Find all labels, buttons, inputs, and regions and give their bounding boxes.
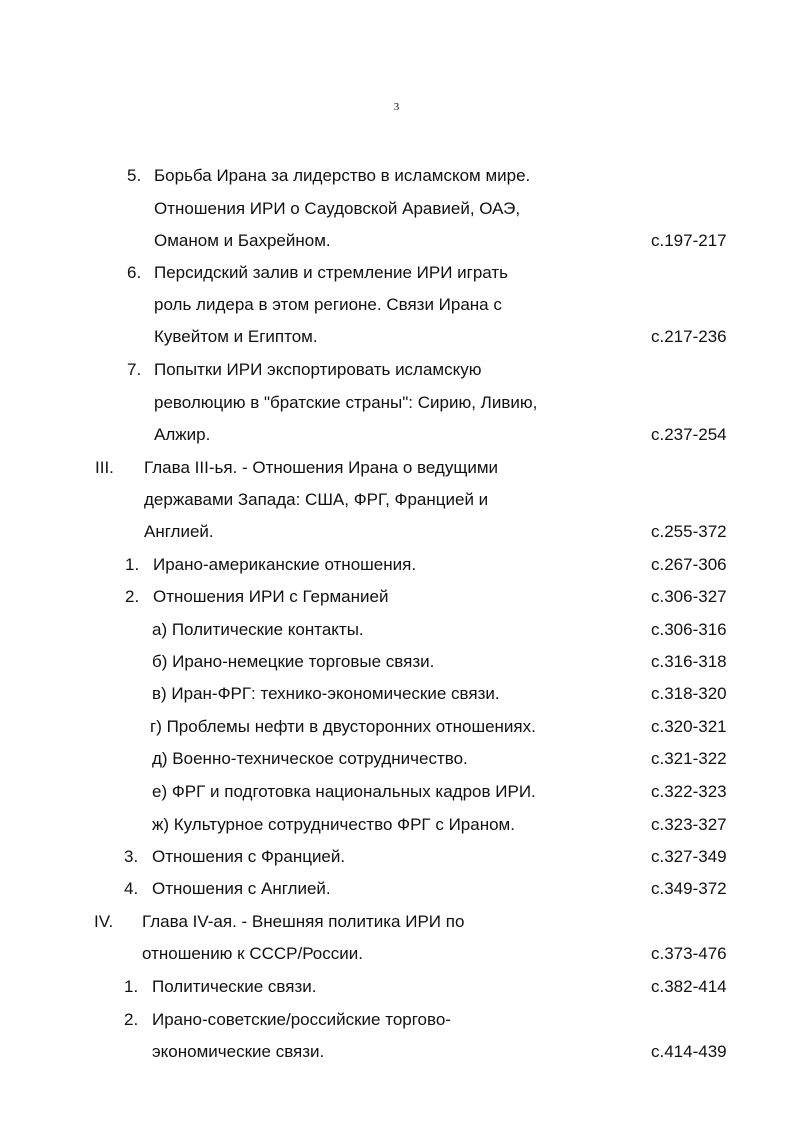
entry-7-line-2: революцию в "братские страны": Сирию, Ливию,	[154, 393, 538, 412]
entry-6-pages: с.217-236	[651, 327, 727, 346]
subitem-v-title: в) Иран-ФРГ: технико-экономические связи.	[152, 684, 500, 703]
chapter-3-item-4-pages: с.349-372	[651, 879, 727, 898]
entry-7-line-3: Алжир.	[154, 425, 211, 444]
chapter-3-pages: с.255-372	[651, 522, 727, 541]
entry-5-line-2: Отношения ИРИ о Саудовской Аравией, ОАЭ,	[154, 199, 521, 218]
entry-5-line-1: Борьба Ирана за лидерство в исламском мире.	[154, 166, 531, 185]
subitem-b-pages: с.316-318	[651, 652, 727, 671]
chapter-4-item-2-line-2: экономические связи.	[152, 1042, 325, 1061]
entry-5-pages: с.197-217	[651, 231, 727, 250]
entry-5-number: 5.	[127, 166, 142, 185]
entry-6-number: 6.	[127, 263, 142, 282]
chapter-4-item-2-pages: с.414-439	[651, 1042, 727, 1061]
chapter-4-number: IV.	[94, 912, 114, 931]
chapter-4-item-1-number: 1.	[124, 977, 139, 996]
chapter-3-item-3-title: Отношения с Францией.	[152, 847, 346, 866]
chapter-4-item-2-number: 2.	[124, 1010, 139, 1029]
chapter-4-item-2-line-1: Ирано-советские/российские торгово-	[152, 1010, 451, 1029]
chapter-4-item-1-title: Политические связи.	[152, 977, 317, 996]
page-number: 3	[393, 101, 400, 113]
chapter-3-item-1-number: 1.	[125, 555, 140, 574]
chapter-3-item-2-number: 2.	[125, 587, 140, 606]
chapter-3-line-1: Глава III-ья. - Отношения Ирана о ведущими	[144, 458, 499, 477]
chapter-3-item-2-pages: с.306-327	[651, 587, 727, 606]
subitem-v-pages: с.318-320	[651, 684, 727, 703]
chapter-3-line-2: державами Запада: США, ФРГ, Францией и	[144, 490, 489, 509]
chapter-3-item-1-pages: с.267-306	[651, 555, 727, 574]
subitem-b-title: б) Ирано-немецкие торговые связи.	[152, 652, 435, 671]
chapter-3-item-3-number: 3.	[124, 847, 139, 866]
chapter-3-item-2-title: Отношения ИРИ с Германией	[153, 587, 389, 606]
subitem-zh-title: ж) Культурное сотрудничество ФРГ с Ираном.	[152, 815, 515, 834]
subitem-g-pages: с.320-321	[651, 717, 727, 736]
subitem-zh-pages: с.323-327	[651, 815, 727, 834]
subitem-d-title: д) Военно-техническое сотрудничество.	[152, 749, 468, 768]
chapter-4-item-1-pages: с.382-414	[651, 977, 727, 996]
subitem-g-title: г) Проблемы нефти в двусторонних отношениях.	[150, 717, 536, 736]
entry-6-line-2: роль лидера в этом регионе. Связи Ирана с	[154, 295, 502, 314]
subitem-e-title: е) ФРГ и подготовка национальных кадров ИРИ.	[152, 782, 536, 801]
subitem-e-pages: с.322-323	[651, 782, 727, 801]
subitem-d-pages: с.321-322	[651, 749, 727, 768]
subitem-a-title: а) Политические контакты.	[152, 620, 364, 639]
chapter-3-line-3: Англией.	[144, 522, 214, 541]
entry-7-pages: с.237-254	[651, 425, 727, 444]
entry-7-line-1: Попытки ИРИ экспортировать исламскую	[154, 360, 482, 379]
entry-7-number: 7.	[127, 360, 142, 379]
chapter-4-line-2: отношению к СССР/России.	[142, 944, 363, 963]
subitem-a-pages: с.306-316	[651, 620, 727, 639]
entry-6-line-3: Кувейтом и Египтом.	[154, 327, 318, 346]
entry-6-line-1: Персидский залив и стремление ИРИ играть	[154, 263, 509, 282]
chapter-3-item-4-title: Отношения с Англией.	[152, 879, 331, 898]
chapter-3-item-4-number: 4.	[124, 879, 139, 898]
chapter-3-number: III.	[95, 458, 114, 477]
entry-5-line-3: Оманом и Бахрейном.	[154, 231, 331, 250]
chapter-4-line-1: Глава IV-ая. - Внешняя политика ИРИ по	[142, 912, 465, 931]
chapter-3-item-1-title: Ирано-американские отношения.	[153, 555, 417, 574]
chapter-4-pages: с.373-476	[651, 944, 727, 963]
chapter-3-item-3-pages: с.327-349	[651, 847, 727, 866]
